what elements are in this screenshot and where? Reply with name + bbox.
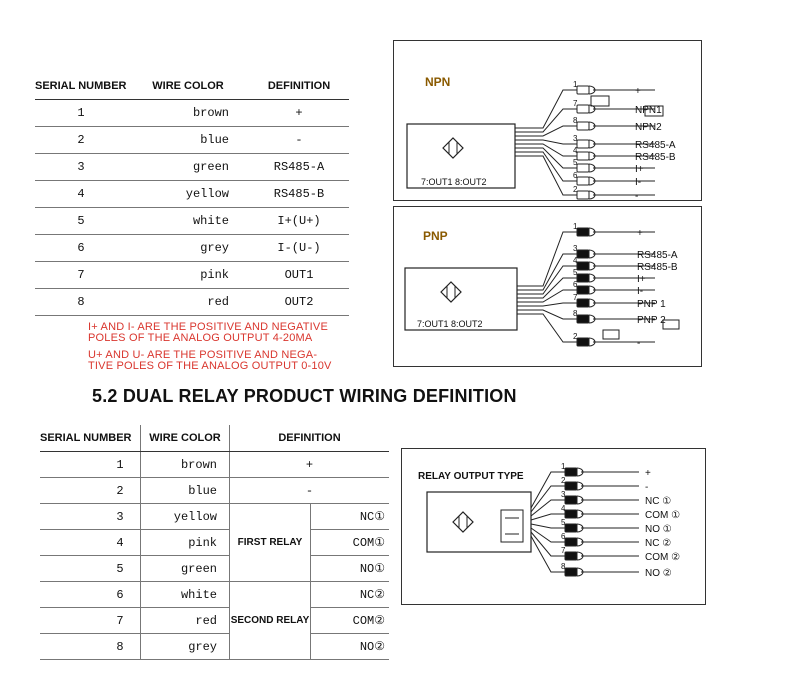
wire-color-cell: white (127, 208, 249, 235)
wiring-table-1 (35, 73, 349, 316)
terminal-7 (577, 299, 589, 307)
serial-number-cell: 6 (35, 235, 127, 262)
terminal-5 (565, 524, 577, 532)
wire-label: NPN1 (635, 105, 662, 116)
table-row (35, 235, 349, 262)
npn-sensor-symbol (443, 138, 463, 158)
serial-number-cell: 7 (40, 608, 141, 634)
terminal-5 (577, 274, 589, 282)
relay-wiring-diagram (401, 448, 707, 606)
definition-cell: NO① (311, 556, 390, 582)
pin-number: 1 (573, 222, 578, 231)
terminal-2 (565, 482, 577, 490)
relay-wires (531, 462, 680, 579)
header-definition: DEFINITION (230, 425, 390, 452)
note-line: TIVE POLES OF THE ANALOG OUTPUT 0-10V (88, 360, 332, 372)
table-row (35, 154, 349, 181)
table-row (35, 208, 349, 235)
pin-number: 4 (561, 504, 566, 513)
pin-number: 2 (573, 332, 578, 341)
terminal-8 (565, 568, 577, 576)
definition-cell: + (249, 100, 349, 127)
definition-cell: - (249, 127, 349, 154)
analog-voltage-note (88, 350, 332, 372)
note-line: I+ AND I- ARE THE POSITIVE AND NEGATIVE (88, 321, 328, 333)
relay-sensor-body (427, 492, 531, 552)
pin-number: 1 (561, 462, 566, 471)
pnp-outputs-label: 7:OUT1 8:OUT2 (417, 319, 483, 329)
table-row (40, 582, 389, 608)
serial-number-cell: 8 (35, 289, 127, 316)
definition-cell: NO② (311, 634, 390, 660)
wire-1 (515, 80, 655, 128)
wire-label: NC ② (645, 538, 672, 549)
terminal-6 (577, 177, 589, 185)
pin-number: 4 (573, 256, 578, 265)
terminal-7 (577, 105, 589, 113)
wire-label: COM ① (645, 510, 681, 521)
table-row (40, 478, 389, 504)
pin-number: 7 (561, 546, 566, 555)
pin-number: 6 (573, 280, 578, 289)
table-row (40, 634, 389, 660)
wire-color-cell: yellow (127, 181, 249, 208)
header-wire-color: WIRE COLOR (141, 425, 230, 452)
pnp-wires (517, 222, 678, 349)
wiring-table-2-body (40, 452, 389, 660)
terminal-2 (577, 191, 589, 199)
terminal-4 (577, 262, 589, 270)
serial-number-cell: 2 (35, 127, 127, 154)
wire-color-cell: yellow (141, 504, 230, 530)
wire-label: - (637, 338, 641, 349)
serial-number-cell: 1 (40, 452, 141, 478)
header-serial-number: SERIAL NUMBER (40, 425, 141, 452)
table-row (40, 452, 389, 478)
npn-wiring-diagram (393, 40, 703, 202)
table-row (35, 289, 349, 316)
wire-label: - (645, 482, 649, 493)
serial-number-cell: 4 (35, 181, 127, 208)
analog-current-note (88, 322, 328, 344)
terminal-1 (577, 86, 589, 94)
definition-cell: I+(U+) (249, 208, 349, 235)
pin-number: 8 (573, 116, 578, 125)
pin-number: 1 (573, 80, 578, 89)
wire-label: RS485-A (637, 250, 678, 261)
wire-color-cell: brown (127, 100, 249, 127)
wire-label: RS485-A (635, 140, 676, 151)
wire-label: I- (635, 177, 642, 188)
serial-number-cell: 6 (40, 582, 141, 608)
wire-label: NO ② (645, 568, 672, 579)
wire-label: RS485-B (637, 262, 678, 273)
pin-number: 3 (561, 490, 566, 499)
wire-label: I+ (637, 274, 646, 285)
table-row (35, 262, 349, 289)
pin-number: 3 (573, 244, 578, 253)
pin-number: 6 (561, 532, 566, 541)
definition-cell: OUT1 (249, 262, 349, 289)
npn-wires (515, 80, 676, 202)
wire-8 (515, 116, 662, 136)
wire-color-cell: grey (141, 634, 230, 660)
serial-number-cell: 5 (40, 556, 141, 582)
definition-cell: - (230, 478, 390, 504)
definition-cell: + (230, 452, 390, 478)
wire-color-cell: blue (127, 127, 249, 154)
terminal-3 (577, 140, 589, 148)
first-relay-group: FIRST RELAY (230, 504, 311, 582)
definition-cell: NC② (311, 582, 390, 608)
wire-color-cell: red (141, 608, 230, 634)
terminal-6 (577, 286, 589, 294)
pin-number: 8 (573, 309, 578, 318)
table-row (35, 127, 349, 154)
pin-number: 5 (573, 268, 578, 277)
terminal-2 (577, 338, 589, 346)
pnp2-load (603, 330, 619, 339)
pin-number: 6 (573, 171, 578, 180)
serial-number-cell: 5 (35, 208, 127, 235)
definition-cell: RS485-B (249, 181, 349, 208)
table-row (35, 181, 349, 208)
pin-number: 8 (561, 562, 566, 571)
wiring-table-1-body (35, 100, 349, 316)
pnp-title: PNP (423, 229, 448, 243)
wire-color-cell: brown (141, 452, 230, 478)
wire-label: + (635, 86, 641, 97)
serial-number-cell: 3 (40, 504, 141, 530)
wire-label: PNP 1 (637, 299, 666, 310)
note-line: POLES OF THE ANALOG OUTPUT 4-20MA (88, 332, 313, 344)
serial-number-cell: 4 (40, 530, 141, 556)
wire-label: I+ (635, 164, 644, 175)
wire-label: + (645, 468, 651, 479)
wire-label: NC ① (645, 496, 672, 507)
header-serial-number: SERIAL NUMBER (35, 73, 127, 100)
serial-number-cell: 2 (40, 478, 141, 504)
note-line: U+ AND U- ARE THE POSITIVE AND NEGA- (88, 349, 318, 361)
terminal-3 (565, 496, 577, 504)
pin-number: 5 (561, 518, 566, 527)
wire-label: + (637, 228, 643, 239)
table-row (40, 530, 389, 556)
wire-label: PNP 2 (637, 315, 666, 326)
npn-outputs-label: 7:OUT1 8:OUT2 (421, 177, 487, 187)
pin-number: 3 (573, 134, 578, 143)
table-row (40, 556, 389, 582)
npn-title: NPN (425, 75, 451, 89)
terminal-8 (577, 315, 589, 323)
relay-sensor-symbol (453, 512, 473, 532)
table-row (40, 504, 389, 530)
pin-number: 2 (573, 185, 578, 194)
definition-cell: NC① (311, 504, 390, 530)
serial-number-cell: 8 (40, 634, 141, 660)
definition-cell: COM① (311, 530, 390, 556)
wire-label: COM ② (645, 552, 681, 563)
wire-color-cell: pink (141, 530, 230, 556)
definition-cell: COM② (311, 608, 390, 634)
serial-number-cell: 7 (35, 262, 127, 289)
second-relay-group: SECOND RELAY (230, 582, 311, 660)
definition-cell: RS485-A (249, 154, 349, 181)
definition-cell: OUT2 (249, 289, 349, 316)
wire-2 (531, 476, 648, 512)
wire-color-cell: pink (127, 262, 249, 289)
terminal-5 (577, 164, 589, 172)
wire-label: NPN2 (635, 122, 662, 133)
wire-color-cell: green (127, 154, 249, 181)
terminal-1 (577, 228, 589, 236)
wire-label: NO ① (645, 524, 672, 535)
pin-number: 7 (573, 99, 578, 108)
pnp-sensor-symbol (441, 282, 461, 302)
wire-4 (517, 256, 678, 294)
pin-number: 7 (573, 293, 578, 302)
wire-color-cell: red (127, 289, 249, 316)
wire-color-cell: grey (127, 235, 249, 262)
wire-color-cell: blue (141, 478, 230, 504)
serial-number-cell: 1 (35, 100, 127, 127)
pin-number: 5 (573, 158, 578, 167)
terminal-4 (577, 152, 589, 160)
table-row (35, 100, 349, 127)
wire-8 (517, 309, 666, 326)
header-wire-color: WIRE COLOR (127, 73, 249, 100)
wire-label: RS485-B (635, 152, 676, 163)
terminal-7 (565, 552, 577, 560)
terminal-3 (577, 250, 589, 258)
relay-title: RELAY OUTPUT TYPE (418, 471, 524, 482)
wire-color-cell: green (141, 556, 230, 582)
relay-contact-symbol (501, 510, 523, 542)
pin-number: 2 (561, 476, 566, 485)
header-definition: DEFINITION (249, 73, 349, 100)
serial-number-cell: 3 (35, 154, 127, 181)
wire-color-cell: white (141, 582, 230, 608)
wire-label: - (635, 191, 639, 202)
wiring-table-2 (40, 425, 389, 660)
definition-cell: I-(U-) (249, 235, 349, 262)
npn1-load (591, 96, 609, 106)
terminal-4 (565, 510, 577, 518)
terminal-6 (565, 538, 577, 546)
pin-number: 4 (573, 146, 578, 155)
terminal-8 (577, 122, 589, 130)
terminal-1 (565, 468, 577, 476)
pnp-wiring-diagram (393, 206, 703, 368)
table-row (40, 608, 389, 634)
section-heading: 5.2 DUAL RELAY PRODUCT WIRING DEFINITION (92, 386, 517, 406)
wire-label: I- (637, 286, 644, 297)
